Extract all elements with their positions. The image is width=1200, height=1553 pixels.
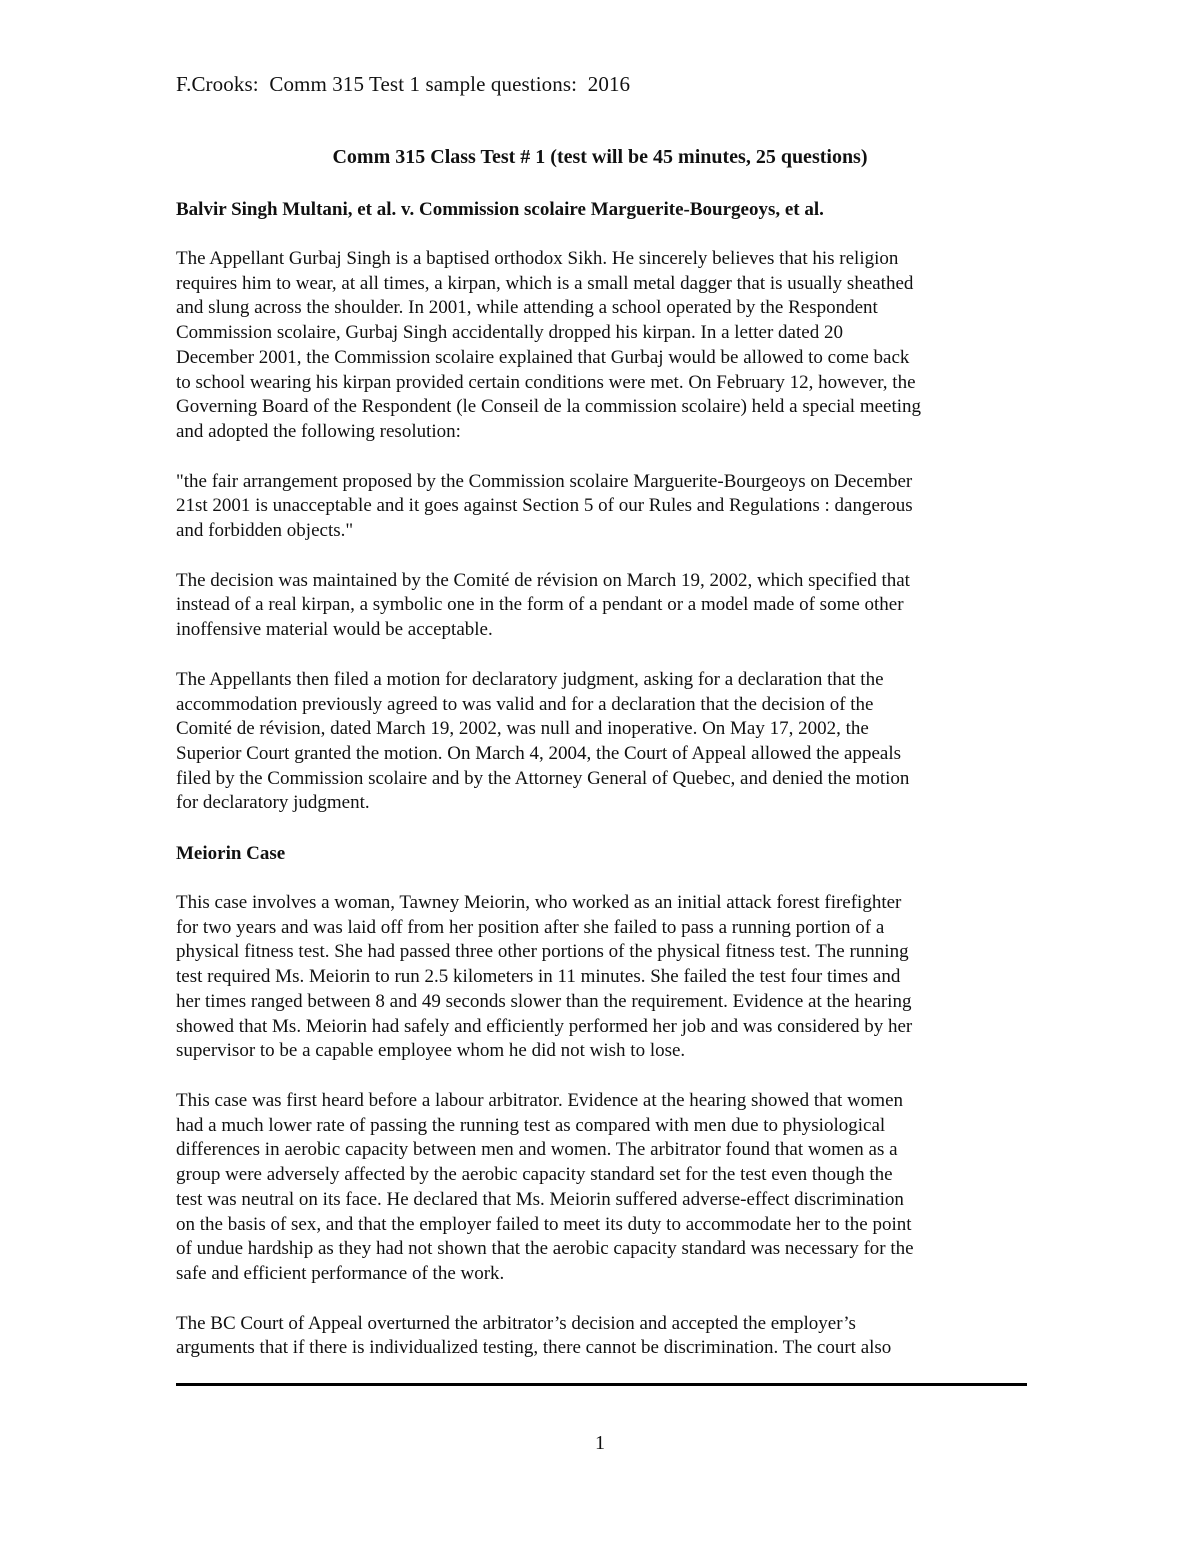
text-line: The Appellants then filed a motion for declaratory judgment, asking for a declaration that the [176,668,884,690]
text-line: Commission scolaire, Gurbaj Singh accidentally dropped his kirpan. In a letter dated 20 [176,322,843,344]
text-line: of undue hardship as they had not shown that the aerobic capacity standard was necessary for the [176,1238,914,1260]
paragraph-resolution-quote [176,470,1036,544]
paragraph-meiorin-facts [176,891,1036,1064]
text-line: physical fitness test. She had passed three other portions of the physical fitness test. The running [176,941,909,963]
paragraph-declaratory-motion [176,668,1036,816]
text-line: This case involves a woman, Tawney Meiorin, who worked as an initial attack forest firefighter [176,892,902,914]
text-line: differences in aerobic capacity between men and women. The arbitrator found that women as a [176,1139,898,1161]
test-title: Comm 315 Class Test # 1 (test will be 45 minutes, 25 questions) [332,146,868,168]
text-line: The decision was maintained by the Comité de révision on March 19, 2002, which specified that [176,569,910,591]
text-line: to school wearing his kirpan provided certain conditions were met. On February 12, however, the [176,371,916,393]
text-line: Superior Court granted the motion. On March 4, 2004, the Court of Appeal allowed the appeals [176,742,902,764]
text-line: and forbidden objects." [176,520,354,542]
text-line: and slung across the shoulder. In 2001, while attending a school operated by the Respondent [176,297,878,319]
text-line: supervisor to be a capable employee whom he did not wish to lose. [176,1040,686,1062]
text-line: test was neutral on its face. He declared that Ms. Meiorin suffered adverse-effect discrimination [176,1188,904,1210]
text-line: Comité de révision, dated March 19, 2002, was null and inoperative. On May 17, 2002, the [176,718,869,740]
text-line: December 2001, the Commission scolaire explained that Gurbaj would be allowed to come back [176,346,910,368]
text-line: and adopted the following resolution: [176,420,461,442]
text-line: had a much lower rate of passing the running test as compared with men due to physiological [176,1114,886,1136]
text-line: group were adversely affected by the aerobic capacity standard set for the test even though the [176,1164,893,1186]
text-line: This case was first heard before a labour arbitrator. Evidence at the hearing showed that women [176,1089,904,1111]
text-line: her times ranged between 8 and 49 seconds slower than the requirement. Evidence at the hearing [176,990,912,1012]
section-heading-meiorin: Meiorin Case [176,843,286,865]
paragraph-multani-facts [176,247,1036,445]
text-line: for declaratory judgment. [176,792,370,814]
page-number: 1 [595,1432,605,1454]
text-line: showed that Ms. Meiorin had safely and efficiently performed her job and was considered by her [176,1015,913,1037]
paragraph-comite-decision [176,569,1036,643]
text-line: instead of a real kirpan, a symbolic one in the form of a pendant or a model made of some other [176,594,904,616]
text-line: accommodation previously agreed to was valid and for a declaration that the decision of the [176,693,874,715]
text-line: safe and efficient performance of the work. [176,1262,505,1284]
text-line: for two years and was laid off from her position after she failed to pass a running portion of a [176,916,885,938]
text-line: arguments that if there is individualized testing, there cannot be discrimination. The court also [176,1337,892,1359]
text-line: Governing Board of the Respondent (le Conseil de la commission scolaire) held a special meeting [176,396,922,418]
text-line: test required Ms. Meiorin to run 2.5 kilometers in 11 minutes. She failed the test four times and [176,966,901,988]
document-body [176,197,1036,1361]
text-line: "the fair arrangement proposed by the Commission scolaire Marguerite-Bourgeoys on December [176,470,913,492]
text-line: on the basis of sex, and that the employer failed to meet its duty to accommodate her to the point [176,1213,912,1235]
text-line: 21st 2001 is unacceptable and it goes against Section 5 of our Rules and Regulations : dangerous [176,495,913,517]
page-header: F.Crooks: Comm 315 Test 1 sample questions: 2016 [176,72,631,96]
text-line: The BC Court of Appeal overturned the arbitrator’s decision and accepted the employer’s [176,1312,856,1334]
paragraph-arbitrator [176,1089,1036,1287]
page-bottom-rule [176,1383,1027,1386]
paragraph-court-of-appeal [176,1312,1036,1361]
text-line: The Appellant Gurbaj Singh is a baptised orthodox Sikh. He sincerely believes that his religion [176,248,899,269]
text-line: inoffensive material would be acceptable. [176,619,493,641]
text-line: filed by the Commission scolaire and by the Attorney General of Quebec, and denied the motion [176,767,910,789]
text-line: requires him to wear, at all times, a kirpan, which is a small metal dagger that is usually sheathed [176,272,914,294]
case-title-multani: Balvir Singh Multani, et al. v. Commission scolaire Marguerite-Bourgeoys, et al. [176,199,824,220]
